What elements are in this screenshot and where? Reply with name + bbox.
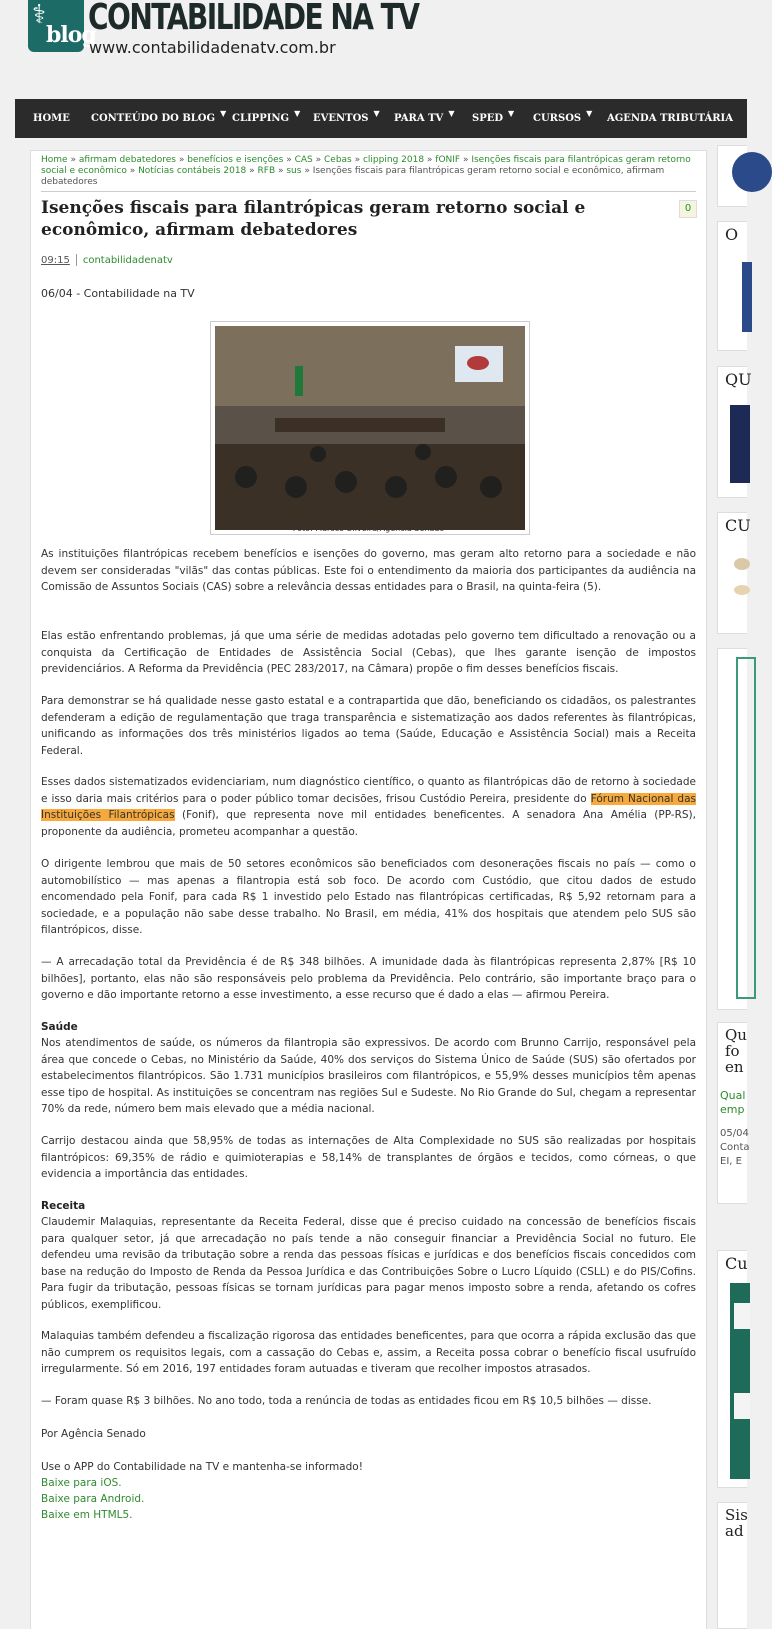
breadcrumb-link[interactable]: fONIF (435, 155, 461, 165)
site-url: www.contabilidadenatv.com.br (89, 38, 336, 57)
sidebar-article-link[interactable]: emp (720, 1103, 745, 1116)
logo-badge: blog (46, 22, 96, 48)
breadcrumb-link[interactable]: benefícios e isenções (187, 155, 284, 165)
sidebar-widget-6: Qu fo en Qual emp 05/04 Conta EI, E (717, 1022, 747, 1204)
paragraph: As instituições filantrópicas recebem benefícios e isenções do governo, mas geram alto retorno para a sociedade e não devem ser consideradas "vilãs" das contas públicas. Este foi o entendimento da maioria dos participantes da audiência na Comissão de Assuntos Sociais (CAS) sobre a relevância dessas entidades para o Brasil, na quinta-feira (5). (41, 548, 696, 593)
site-logo[interactable] (28, 0, 96, 52)
fonif-link[interactable]: Fórum Nacional das Instituições Filantrópicas (41, 792, 696, 821)
breadcrumb: Home » afirmam debatedores » benefícios e isenções » CAS » Cebas » clipping 2018 » fONIF » Isenções fiscais para filantrópicas geram retorno social e econômico » Notícias contábeis 2018 » RFB » sus » Isenções fiscais para filantrópicas geram retorno social e econômico, afirmam debatedores (41, 155, 691, 187)
app-promo-text: Use o APP do Contabilidade na TV e mantenha-se informado! (41, 1461, 363, 1473)
breadcrumb-link[interactable]: Notícias contábeis 2018 (138, 166, 247, 176)
caduceus-icon: ⚕ (32, 0, 47, 30)
download-ios-link[interactable]: Baixe para iOS. (41, 1477, 122, 1489)
paragraph: — Foram quase R$ 3 bilhões. No ano todo, toda a renúncia de todas as entidades ficou em R$ 10,5 bilhões — disse. (41, 1395, 652, 1407)
nav-agenda-tributaria[interactable]: AGENDA TRIBUTÁRIA (607, 113, 733, 124)
breadcrumb-link[interactable]: Cebas (324, 155, 352, 165)
post-meta (41, 254, 173, 266)
chevron-down-icon: ▼ (220, 108, 227, 118)
post-source: Por Agência Senado (41, 1428, 146, 1440)
paragraph: — A arrecadação total da Previdência é de R$ 348 bilhões. A imunidade dada às filantrópicas representa 2,87% [R$ 10 bilhões], portanto, elas não são responsáveis pelo problema da Previdência. Pelo contrário, são importante braço para o governo e dão importante retorno a esse investimento, a esse recurso que é dado a elas — afirmou Pereira. (41, 956, 696, 1001)
sidebar (717, 145, 752, 1629)
sidebar-widget-5 (717, 648, 747, 1010)
sidebar-widget-title: QU (725, 370, 752, 389)
paragraph: Claudemir Malaquias, representante da Receita Federal, disse que é preciso cuidado na concessão de benefícios fiscais para qualquer setor, já que arrecadação no país tende a não conseguir financiar a Previdência Social no futuro. Ele defendeu uma revisão da tributação sobre a renda das pessoas físicas e jurídicas e dos benefícios fiscais concedidos com base na redução do Imposto de Renda da Pessoa Jurídica e das Contribuições Sobre o Lucro Líquido (CSLL) e do PIS/Cofins. Para fugir da tributação, pessoas físicas se tornam jurídicas para pagar menos imposto sobre a renda, afetando os cofres públicos, exemplificou. (41, 1216, 696, 1311)
breadcrumb-current: Isenções fiscais para filantrópicas geram retorno social e econômico, afirmam debatedores (41, 166, 665, 187)
paragraph: Elas estão enfrentando problemas, já que uma série de medidas adotadas pelo governo tem dificultado a renovação ou a conquista da Certificação de Entidades de Assistência Social (Cebas), que lhes garante isenção de impostos previdenciários. A Reforma da Previdência (PEC 283/2017, na Câmara) propõe o fim desses benefícios fiscais. (41, 630, 696, 675)
sidebar-frame (736, 657, 756, 999)
sidebar-widget-4 (717, 512, 751, 634)
sidebar-banner[interactable] (730, 1283, 750, 1479)
sidebar-widget-7 (717, 1250, 747, 1488)
section-heading-saude: Saúde (41, 1021, 78, 1033)
breadcrumb-link[interactable]: RFB (257, 166, 276, 176)
sidebar-widget-3 (717, 366, 752, 498)
site-header (0, 0, 747, 98)
sidebar-article-link[interactable]: Qual (720, 1089, 746, 1102)
chevron-down-icon: ▼ (508, 108, 515, 118)
post-author-link[interactable]: contabilidadenatv (82, 255, 173, 266)
divider (41, 191, 696, 192)
download-html5-link[interactable]: Baixe em HTML5. (41, 1509, 133, 1521)
breadcrumb-link[interactable]: sus (286, 166, 302, 176)
paragraph: Nos atendimentos de saúde, os números da filantropia são expressivos. De acordo com Brunno Carrijo, responsável pela área que concede o Cebas, no Ministério da Saúde, 40% dos serviços do Sistema Único de Saúde (SUS) são ofertados por estabelecimentos filantrópicos. São 1.731 municípios brasileiros com filantrópicos, e 55,9% desses municípios têm apenas esse tipo de hospital. As instituições se concentram nas regiões Sul e Sudeste. No Rio Grande do Sul, chegam a representar 70% da rede, número bem mais elevado que a média nacional. (41, 1037, 696, 1115)
nav-clipping[interactable]: CLIPPING ▼ (232, 108, 301, 124)
sidebar-widget-title: Cu (725, 1254, 748, 1273)
chevron-down-icon: ▼ (294, 108, 301, 118)
post-photo (210, 321, 530, 535)
paragraph: O dirigente lembrou que mais de 50 setores econômicos são beneficiados com desonerações fiscais no país — como o automobilístico — mas apenas a filantropia está sob foco. De acordo com Custódio, que citou dados de estudo encomendado pela Fonif, para cada R$ 1 investido pelo Estado nas filantrópicas certificadas, R$ 5,92 retornam para a sociedade, e a população não sabe desse trabalho. No Brasil, em média, 41% dos hospitais que atendem pelo SUS são filantrópicos, disse. (41, 858, 696, 936)
breadcrumb-link[interactable]: Home (41, 155, 68, 165)
sidebar-widget-tv[interactable] (717, 145, 747, 207)
sidebar-widget-8: Sis ad (717, 1502, 747, 1629)
nav-conteudo-do-blog[interactable]: CONTEÚDO DO BLOG ▼ (91, 108, 227, 124)
sidebar-widget-2 (717, 221, 747, 351)
nav-sped[interactable]: SPED ▼ (472, 108, 515, 124)
paragraph: Malaquias também defendeu a fiscalização rigorosa das entidades beneficentes, para que ocorra a rápida exclusão das que não cumprem os requisitos legais, com a cassação do Cebas e, assim, a Receita possa cobrar o benefício fiscal usufruído irregularmente. Só em 2016, 197 entidades foram autuadas e tiveram que recolher impostos atrasados. (41, 1330, 696, 1375)
paragraph: Para demonstrar se há qualidade nesse gasto estatal e a contrapartida que dão, beneficiando os cidadãos, os palestrantes defenderam a edição de regulamentação que traga transparência e sistematização aos dados referentes às filantrópicas, unificando as informações dos três ministérios ligados ao tema (Saúde, Educação e Assistência Social) mais a Receita Federal. (41, 695, 696, 757)
site-name[interactable]: CONTABILIDADE NA TV (88, 0, 419, 38)
tv-logo-icon (732, 152, 772, 192)
breadcrumb-link[interactable]: clipping 2018 (362, 155, 425, 165)
breadcrumb-link[interactable]: CAS (294, 155, 313, 165)
senate-hearing-photo (215, 326, 525, 530)
post-container (30, 150, 707, 1629)
sidebar-banner[interactable] (730, 405, 750, 483)
main-nav (15, 99, 747, 138)
nav-cursos[interactable]: CURSOS ▼ (533, 108, 593, 124)
post-dateline: 06/04 - Contabilidade na TV (41, 287, 195, 300)
section-heading-receita: Receita (41, 1200, 86, 1212)
chevron-down-icon: ▼ (448, 108, 455, 118)
breadcrumb-link[interactable]: Isenções fiscais para filantrópicas geram retorno social e econômico (41, 155, 691, 176)
nav-eventos[interactable]: EVENTOS ▼ (313, 108, 380, 124)
paragraph: Carrijo destacou ainda que 58,95% de todas as internações de Alta Complexidade no SUS são realizadas por hospitais filantrópicos: 69,35% de rádio e quimioterapias e 58,14% de transplantes de órgãos e tecidos, como córneas, o que evidencia a importância das entidades. (41, 1135, 696, 1180)
chevron-down-icon: ▼ (373, 108, 380, 118)
paragraph: Esses dados sistematizados evidenciariam, num diagnóstico científico, o quanto as filantrópicas dão de retorno à sociedade e isso daria mais critérios para o poder público tomar decisões, frisou Custódio Pereira, presidente do Fórum Nacional das Instituições Filantrópicas (Fonif), que representa nove mil entidades beneficentes. A senadora Ana Amélia (PP-RS), proponente da audiência, prometeu acompanhar a questão. (41, 776, 696, 838)
photo-caption: Foto: Marcos Oliveira/Agência Senado (292, 524, 445, 533)
sidebar-widget-title: O (725, 225, 739, 244)
download-android-link[interactable]: Baixe para Android. (41, 1493, 145, 1505)
comment-count-badge[interactable]: 0 (679, 200, 697, 218)
nav-home[interactable]: HOME (33, 113, 70, 124)
breadcrumb-link[interactable]: afirmam debatedores (78, 155, 176, 165)
chevron-down-icon: ▼ (586, 108, 593, 118)
nav-para-tv[interactable]: PARA TV ▼ (394, 108, 455, 124)
post-time[interactable]: 09:15 (41, 255, 70, 266)
sidebar-widget-title: CU (725, 516, 751, 535)
post-title: Isenções fiscais para filantrópicas geram retorno social e econômico, afirmam debatedores (41, 198, 586, 240)
